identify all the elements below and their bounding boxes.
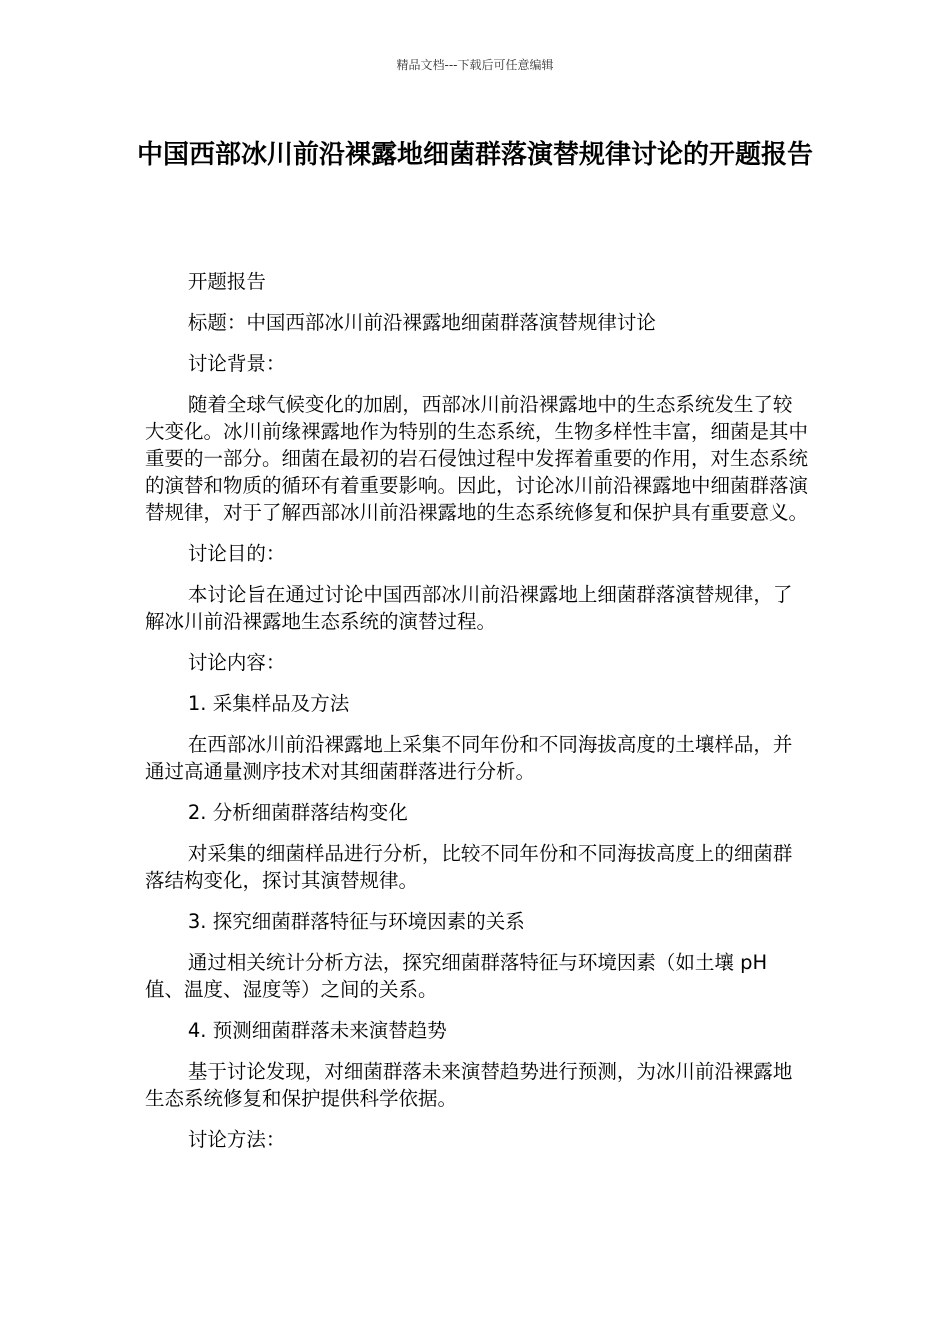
content-item-3-text: 通过相关统计分析方法，探究细菌群落特征与环境因素（如土壤 pH 值、温度、湿度等）之间的关系。 <box>145 951 768 1001</box>
paragraph-purpose: 本讨论旨在通过讨论中国西部冰川前沿裸露地上细菌群落演替规律，了解冰川前沿裸露地生态系统的演替过程。 <box>145 583 793 633</box>
content-item-1-text: 在西部冰川前沿裸露地上采集不同年份和不同海拔高度的土壤样品，并通过高通量测序技术对其细菌群落进行分析。 <box>145 733 793 783</box>
content-item-4-title: 4. 预测细菌群落未来演替趋势 <box>187 1019 447 1042</box>
content-item-2-title: 2. 分析细菌群落结构变化 <box>187 801 408 824</box>
heading-background: 讨论背景： <box>187 352 286 375</box>
heading-purpose: 讨论目的： <box>187 542 286 565</box>
paragraph-background: 随着全球气候变化的加剧，西部冰川前沿裸露地中的生态系统发生了较大变化。冰川前缘裸露地作为特别的生态系统，生物多样性丰富，细菌是其中重要的一部分。细菌在最初的岩石侵蚀过程中发挥着重要的作用，对生态系统的演替和物质的循环有着重要影响。因此，讨论冰川前沿裸露地中细菌群落演替规律，对于了解西部冰川前沿裸露地的生态系统修复和保护具有重要意义。 <box>145 393 809 524</box>
content-item-1-title: 1. 采集样品及方法 <box>187 692 350 715</box>
content-item-4-text: 基于讨论发现，对细菌群落未来演替趋势进行预测，为冰川前沿裸露地生态系统修复和保护提供科学依据。 <box>145 1060 793 1110</box>
header-watermark: 精品文档---下载后可任意编辑 <box>396 58 554 72</box>
paragraph-subject: 标题：中国西部冰川前沿裸露地细菌群落演替规律讨论 <box>187 311 656 334</box>
document-body <box>145 268 810 1167</box>
heading-methods: 讨论方法： <box>187 1128 286 1151</box>
heading-content: 讨论内容： <box>187 651 286 674</box>
document-title: 中国西部冰川前沿裸露地细菌群落演替规律讨论的开题报告 <box>136 140 813 170</box>
content-item-2-text: 对采集的细菌样品进行分析，比较不同年份和不同海拔高度上的细菌群落结构变化，探讨其演替规律。 <box>145 842 793 892</box>
content-item-3-title: 3. 探究细菌群落特征与环境因素的关系 <box>187 910 525 933</box>
paragraph-report-label: 开题报告 <box>187 270 266 293</box>
